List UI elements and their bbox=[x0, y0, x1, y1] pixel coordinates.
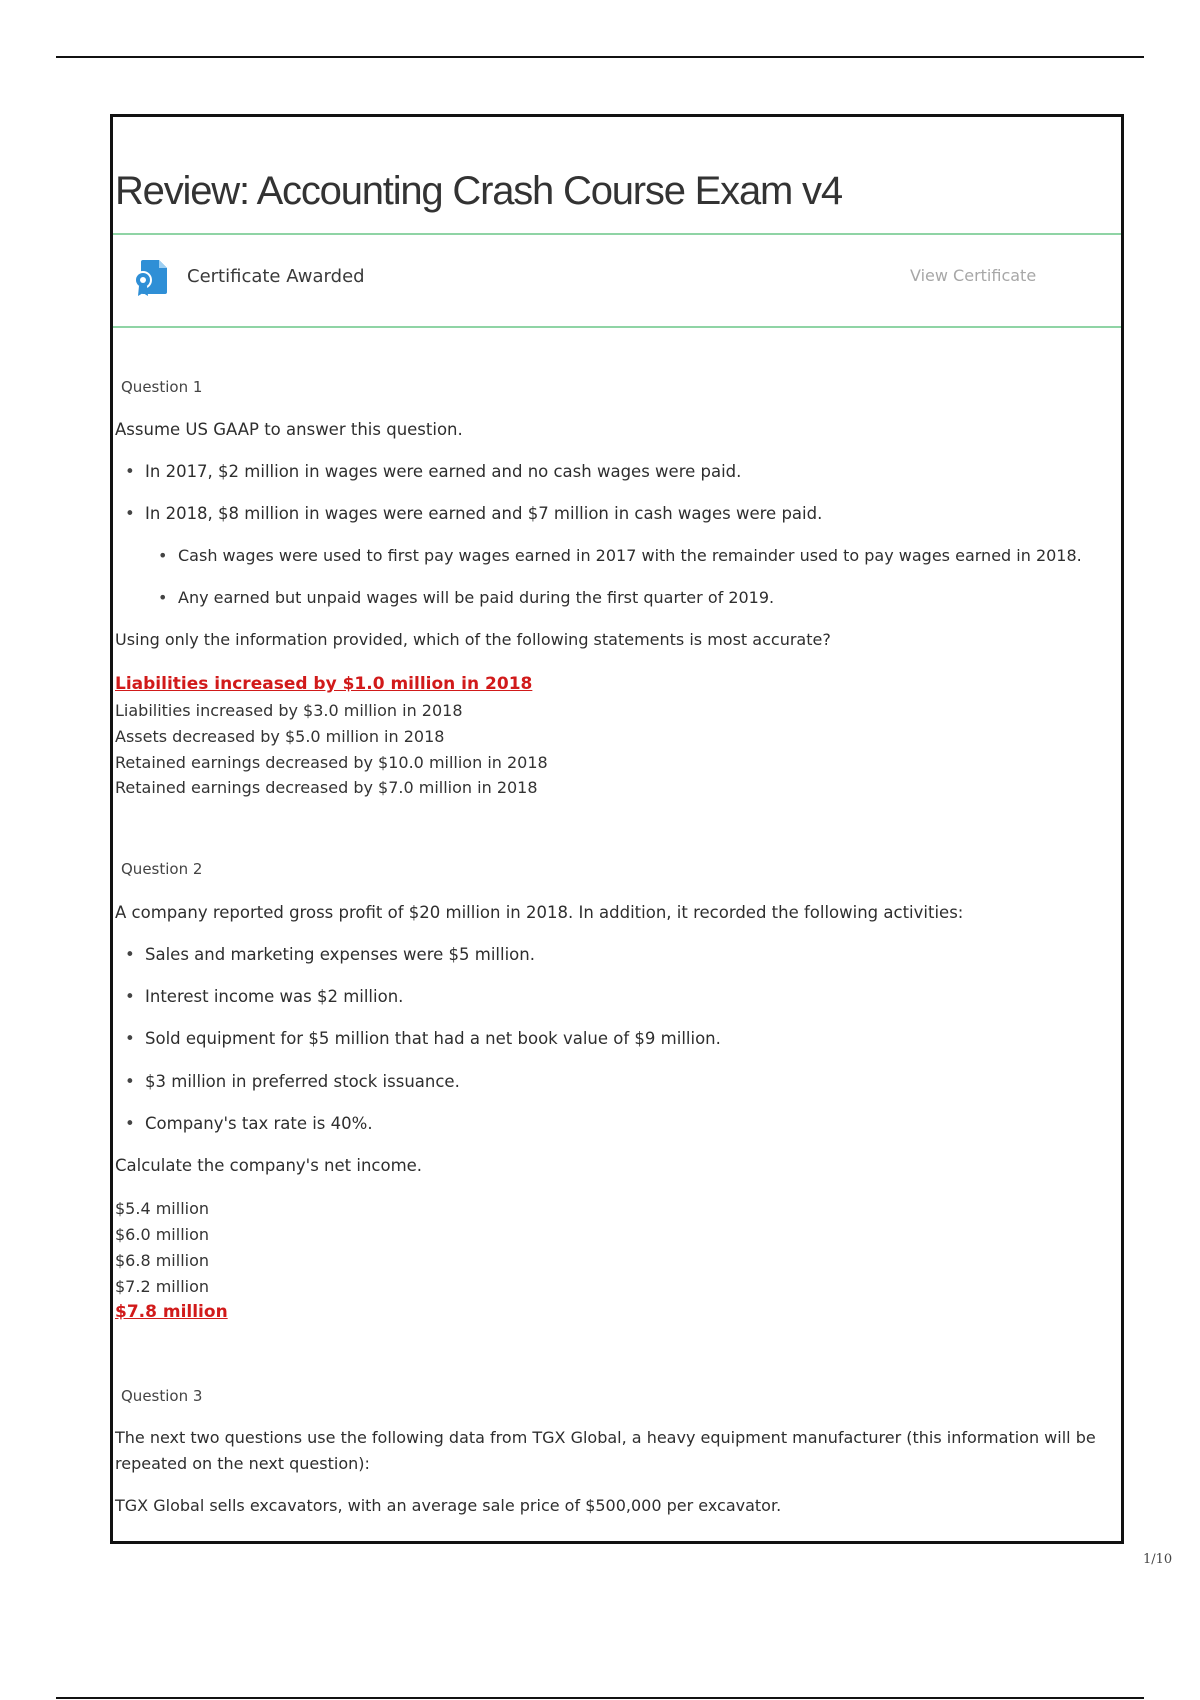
certificate-awarded-label: Certificate Awarded bbox=[187, 266, 365, 287]
answer-option: Assets decreased by $5.0 million in 2018 bbox=[115, 727, 445, 746]
question-bullet: • $3 million in preferred stock issuance. bbox=[145, 1072, 460, 1091]
question-sub-bullet: • Any earned but unpaid wages will be paid during the first quarter of 2019. bbox=[178, 588, 774, 607]
question-label: Question 3 bbox=[121, 1387, 203, 1405]
page-title: Review: Accounting Crash Course Exam v4 bbox=[115, 169, 842, 213]
answer-option: Retained earnings decreased by $10.0 million in 2018 bbox=[115, 753, 548, 772]
question-bullet: • Interest income was $2 million. bbox=[145, 987, 403, 1006]
view-certificate-link[interactable]: View Certificate bbox=[910, 266, 1037, 285]
question-bullet: • Company's tax rate is 40%. bbox=[145, 1114, 373, 1133]
certificate-icon bbox=[133, 258, 169, 298]
answer-option: $6.8 million bbox=[115, 1251, 210, 1270]
answer-option: $6.0 million bbox=[115, 1225, 210, 1244]
top-rule bbox=[56, 56, 1144, 58]
question-prompt: Using only the information provided, which of the following statements is most accurate? bbox=[115, 630, 831, 649]
question-sub-bullet: • Cash wages were used to first pay wages earned in 2017 with the remainder used to pay wages earned in 2018. bbox=[178, 546, 1082, 565]
answer-option: $7.2 million bbox=[115, 1277, 210, 1296]
question-intro: A company reported gross profit of $20 million in 2018. In addition, it recorded the following activities: bbox=[115, 903, 964, 922]
divider bbox=[113, 326, 1121, 328]
question-intro: Assume US GAAP to answer this question. bbox=[115, 420, 463, 439]
question-intro: The next two questions use the following data from TGX Global, a heavy equipment manufacturer (this information will be bbox=[115, 1428, 1096, 1447]
answer-option: Liabilities increased by $3.0 million in 2018 bbox=[115, 701, 463, 720]
question-detail: TGX Global sells excavators, with an average sale price of $500,000 per excavator. bbox=[115, 1496, 782, 1515]
question-bullet: • In 2018, $8 million in wages were earned and $7 million in cash wages were paid. bbox=[145, 504, 822, 523]
exam-review-frame bbox=[110, 114, 1124, 1544]
bottom-rule bbox=[56, 1697, 1144, 1699]
answer-option-correct: $7.8 million bbox=[115, 1302, 228, 1322]
question-bullet: • Sold equipment for $5 million that had a net book value of $9 million. bbox=[145, 1029, 721, 1048]
answer-option-correct: Liabilities increased by $1.0 million in 2018 bbox=[115, 674, 533, 694]
divider bbox=[113, 233, 1121, 235]
question-prompt: Calculate the company's net income. bbox=[115, 1156, 423, 1175]
question-bullet: • Sales and marketing expenses were $5 million. bbox=[145, 945, 535, 964]
answer-option: Retained earnings decreased by $7.0 million in 2018 bbox=[115, 778, 538, 797]
page-number: 1/10 bbox=[1143, 1552, 1173, 1567]
answer-option: $5.4 million bbox=[115, 1199, 210, 1218]
question-intro-continued: repeated on the next question): bbox=[115, 1454, 370, 1473]
question-label: Question 1 bbox=[121, 378, 203, 396]
question-label: Question 2 bbox=[121, 860, 203, 878]
question-bullet: • In 2017, $2 million in wages were earned and no cash wages were paid. bbox=[145, 462, 741, 481]
